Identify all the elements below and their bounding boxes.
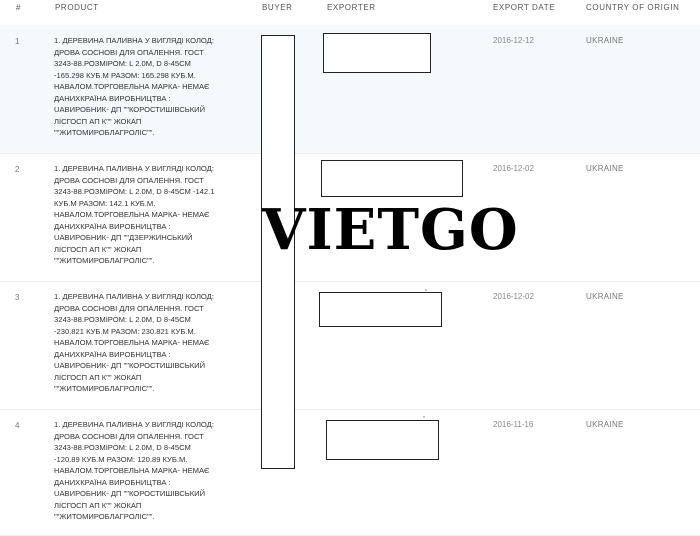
row-number: 2: [15, 165, 20, 174]
country-of-origin: UKRAINE: [586, 420, 624, 429]
product-description: 1. ДЕРЕВИНА ПАЛИВНА У ВИГЛЯДІ КОЛОД: ДРОВА СОСНОВІ ДЛЯ ОПАЛЕННЯ. ГОСТ 3243-88.РОЗМІРОМ: L 2.0М, D 8-45СМ -165.298 КУБ.М РАЗОМ: 165.298 КУБ.М. НАВАЛОМ.ТОРГОВЕЛЬНА МАРКА- НЕМАЄ ДАНИХКРАЇНА ВИРОБНИЦТВА : UAВИРОБНИК- ДП ""КОРОСТИШІВСЬКИЙ ЛІСГОСП АП К"" ЖОКАП ""ЖИТОМИРОБЛАГРОЛІС"".: [54, 36, 214, 137]
col-header-buyer[interactable]: BUYER: [262, 3, 293, 12]
table-header: [0, 0, 700, 26]
exporter-redaction-box: [321, 160, 463, 197]
export-date: 2016-12-12: [493, 36, 534, 45]
col-header-export-date[interactable]: EXPORT DATE: [493, 3, 556, 12]
export-date: 2016-12-02: [493, 292, 534, 301]
watermark-logo: VIETGO: [262, 197, 519, 263]
product-description: 1. ДЕРЕВИНА ПАЛИВНА У ВИГЛЯДІ КОЛОД: ДРОВА СОСНОВІ ДЛЯ ОПАЛЕННЯ. ГОСТ 3243-88.РОЗМІРОМ: L 2.0М, D 8-45СМ -230.821 КУБ.М РАЗОМ: 230.821 КУБ.М. НАВАЛОМ.ТОРГОВЕЛЬНА МАРКА- НЕМАЄ ДАНИХКРАЇНА ВИРОБНИЦТВА : UAВИРОБНИК- ДП ""КОРОСТИШІВСЬКИЙ ЛІСГОСП АП К"" ЖОКАП ""ЖИТОМИРОБЛАГРОЛІС"".: [54, 292, 214, 393]
row-number: 1: [15, 37, 20, 46]
col-header-product[interactable]: PRODUCT: [55, 3, 99, 12]
country-of-origin: UKRAINE: [586, 36, 624, 45]
exporter-redaction-box: [319, 292, 442, 327]
country-of-origin: UKRAINE: [586, 164, 624, 173]
col-header-number[interactable]: #: [16, 3, 22, 12]
row-number: 4: [15, 421, 20, 430]
speck: [425, 289, 427, 291]
export-date: 2016-12-02: [493, 164, 534, 173]
col-header-country[interactable]: COUNTRY OF ORIGIN: [586, 3, 680, 12]
export-date: 2016-11-16: [493, 420, 534, 429]
row-number: 3: [15, 293, 20, 302]
product-description: 1. ДЕРЕВИНА ПАЛИВНА У ВИГЛЯДІ КОЛОД: ДРОВА СОСНОВІ ДЛЯ ОПАЛЕННЯ. ГОСТ 3243-88.РОЗМІРОМ: L 2.0М, D 8-45СМ -120.89 КУБ.М РАЗОМ: 120.89 КУБ.М. НАВАЛОМ.ТОРГОВЕЛЬНА МАРКА- НЕМАЄ ДАНИХКРАЇНА ВИРОБНИЦТВА : UAВИРОБНИК- ДП ""КОРОСТИШІВСЬКИЙ ЛІСГОСП АП К"" ЖОКАП ""ЖИТОМИРОБЛАГРОЛІС"".: [54, 420, 214, 521]
exporter-redaction-box: [323, 33, 431, 73]
col-header-exporter[interactable]: EXPORTER: [327, 3, 376, 12]
exporter-redaction-box: [326, 420, 439, 460]
country-of-origin: UKRAINE: [586, 292, 624, 301]
speck: [423, 416, 425, 418]
product-description: 1. ДЕРЕВИНА ПАЛИВНА У ВИГЛЯДІ КОЛОД: ДРОВА СОСНОВІ ДЛЯ ОПАЛЕННЯ. ГОСТ 3243-88.РОЗМІРОМ: L 2.0М, D 8-45СМ -142.1 КУБ.М РАЗОМ: 142.1 КУБ.М. НАВАЛОМ.ТОРГОВЕЛЬНА МАРКА- НЕМАЄ ДАНИХКРАЇНА ВИРОБНИЦТВА : UAВИРОБНИК- ДП ""ДЗЕРЖИНСЬКИЙ ЛІСГОСП АП К"" ЖОКАП ""ЖИТОМИРОБЛАГРОЛІС"".: [54, 164, 215, 265]
